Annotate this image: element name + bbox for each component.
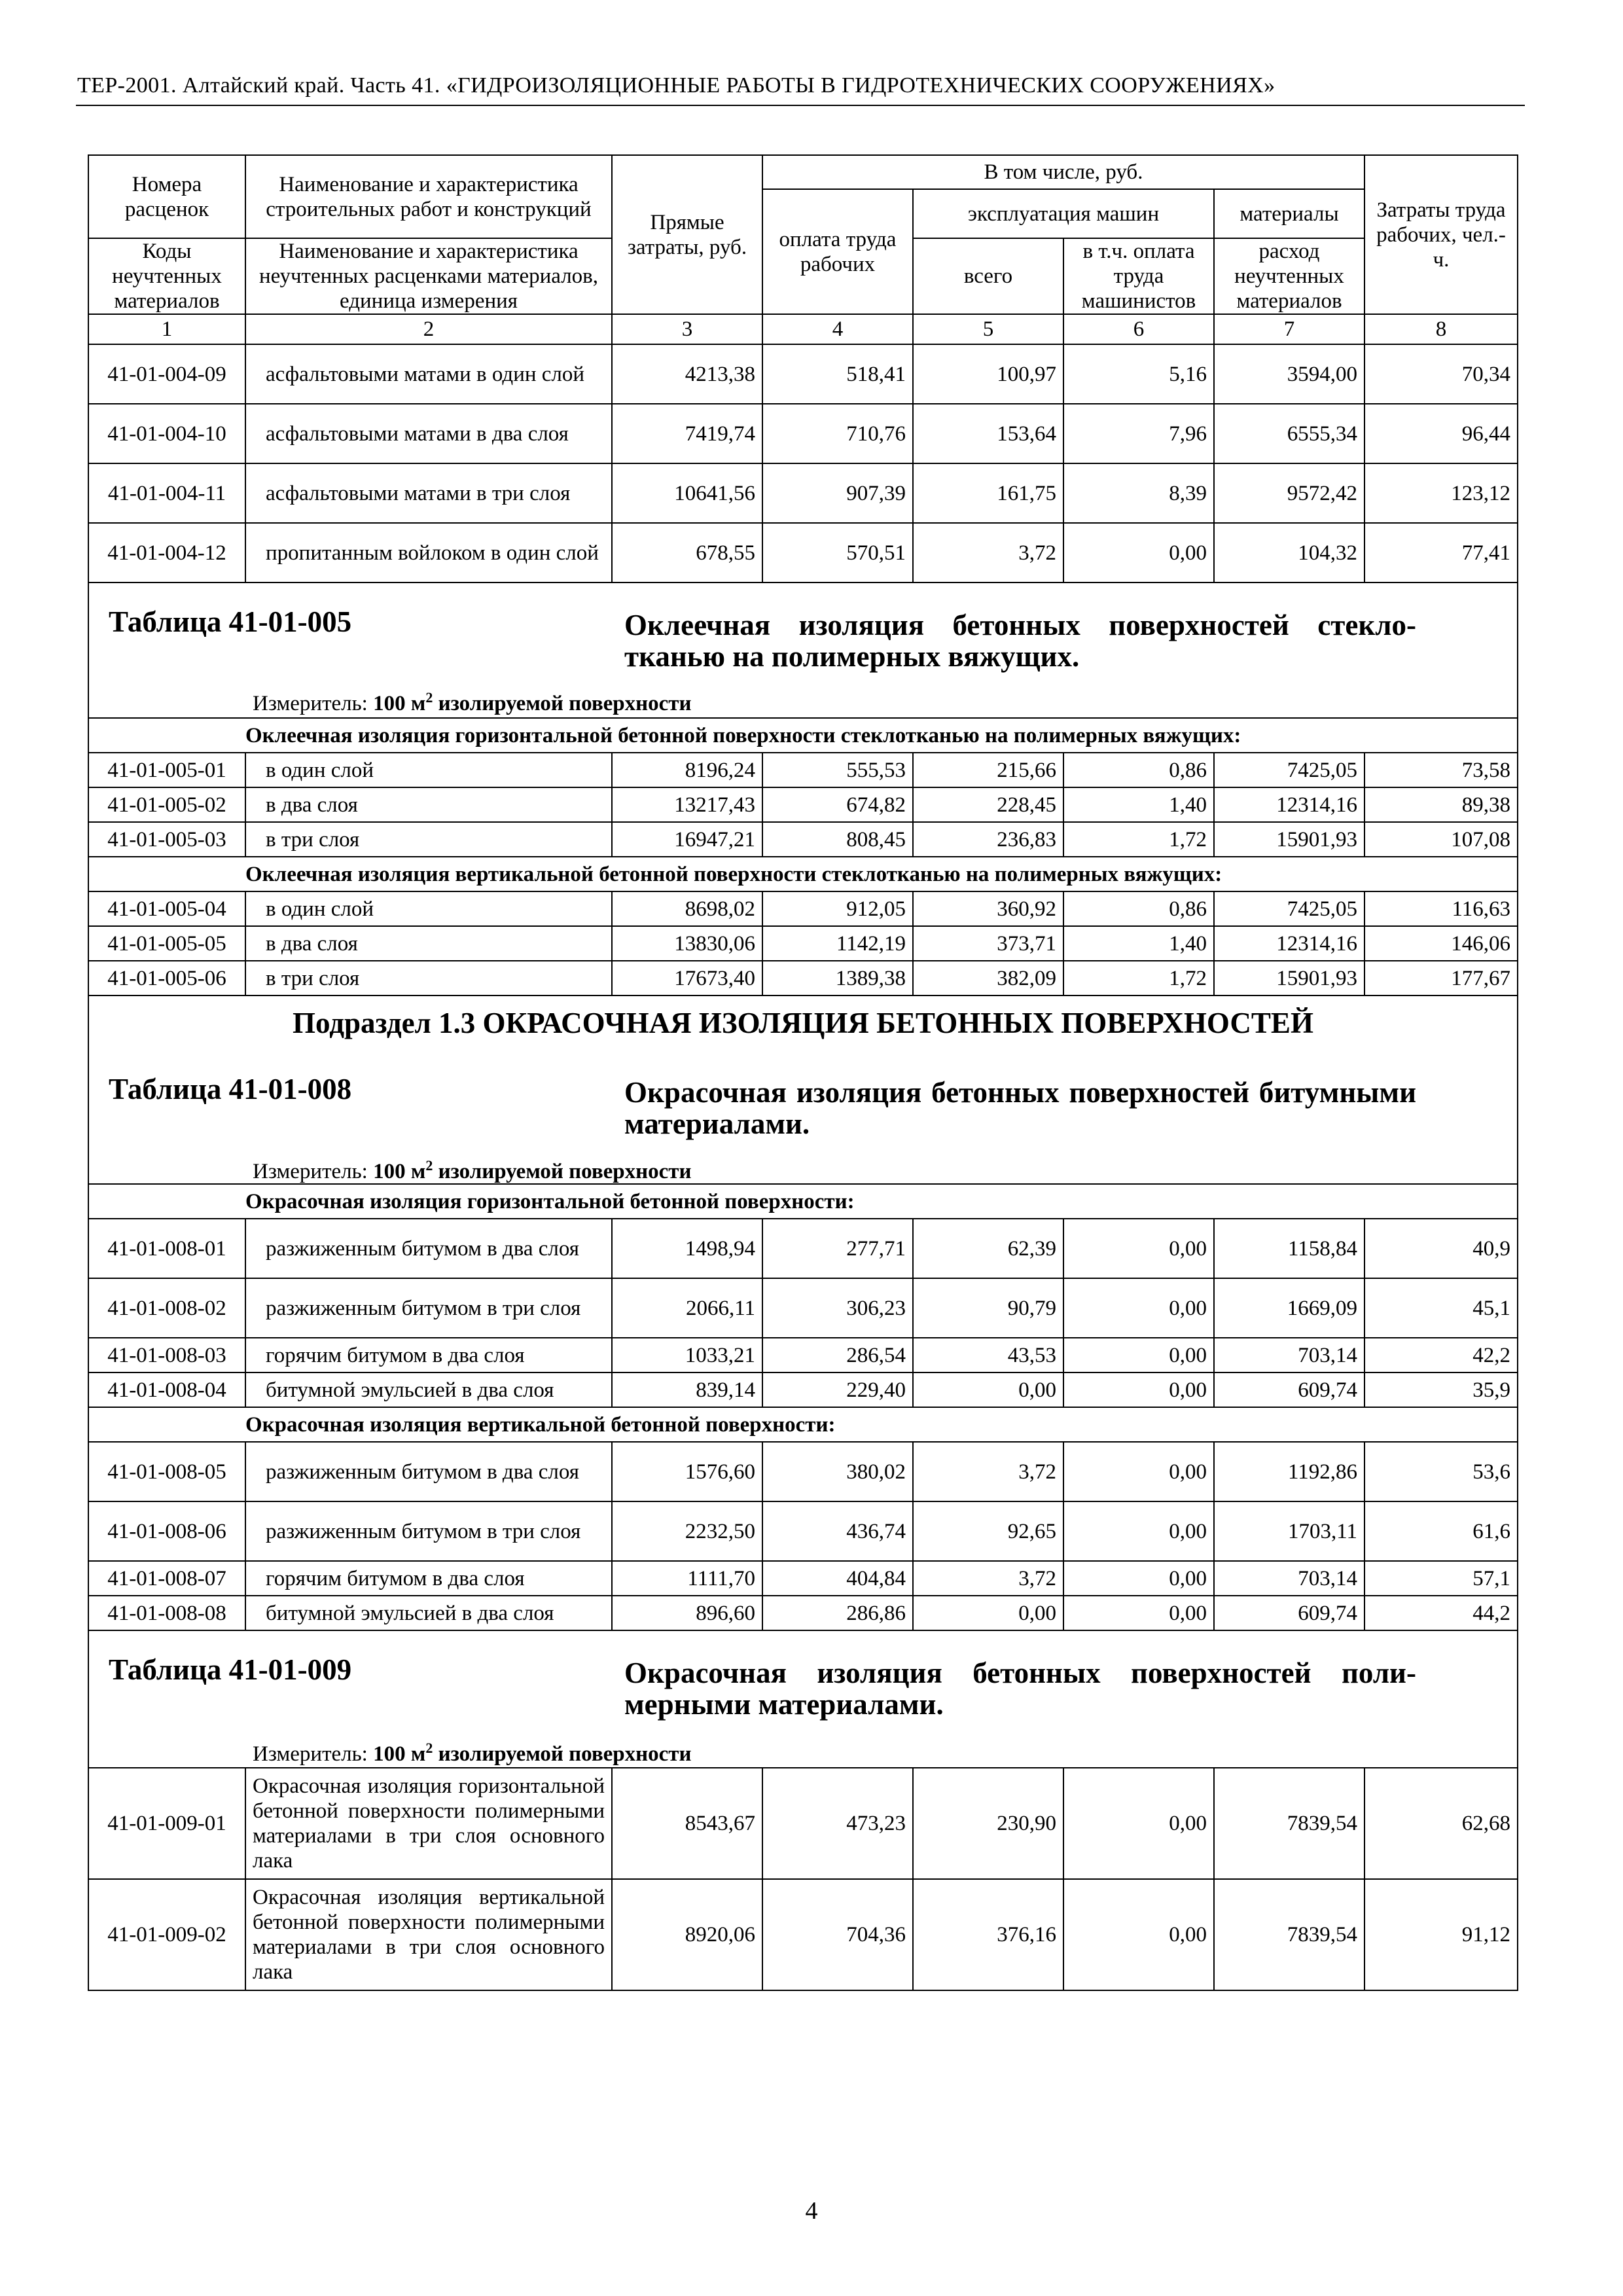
- labor-cost-cell: 44,2: [1364, 1596, 1518, 1630]
- worker-pay-cell: 570,51: [762, 523, 913, 583]
- machine-total-cell: 373,71: [913, 926, 1063, 961]
- machinist-pay-cell: 0,00: [1063, 1501, 1214, 1561]
- direct-costs-cell: 16947,21: [612, 822, 762, 857]
- labor-cost-cell: 146,06: [1364, 926, 1518, 961]
- rate-code: 41-01-004-09: [88, 344, 245, 404]
- work-description: асфальтовыми матами в два слоя: [245, 404, 612, 463]
- work-description: разжиженным битумом в три слоя: [245, 1278, 612, 1338]
- materials-cost-cell: 7839,54: [1214, 1879, 1364, 1990]
- worker-pay-cell: 436,74: [762, 1501, 913, 1561]
- table-row: [88, 1338, 1518, 1372]
- machinist-pay-cell: 0,00: [1063, 1561, 1214, 1596]
- machine-total-cell: 215,66: [913, 753, 1063, 787]
- col-work-name: Наименование и характеристика строительных работ и конструкций: [245, 155, 612, 238]
- table-row: [88, 1596, 1518, 1630]
- machinist-pay-cell: 1,40: [1063, 926, 1214, 961]
- direct-costs-cell: 1498,94: [612, 1219, 762, 1278]
- materials-cost-cell: 104,32: [1214, 523, 1364, 583]
- measurer: Измеритель: 100 $м^2$ изолируемой поверхности: [253, 689, 692, 715]
- machinist-pay-cell: 0,00: [1063, 1278, 1214, 1338]
- worker-pay-cell: 286,54: [762, 1338, 913, 1372]
- materials-cost-cell: 15901,93: [1214, 822, 1364, 857]
- work-description: горячим битумом в два слоя: [245, 1561, 612, 1596]
- materials-cost-cell: 609,74: [1214, 1372, 1364, 1407]
- materials-cost-cell: 7839,54: [1214, 1768, 1364, 1879]
- work-description: в один слой: [245, 891, 612, 926]
- direct-costs-cell: 17673,40: [612, 961, 762, 996]
- group-heading: Окрасочная изоляция горизонтальной бетонной поверхности:: [88, 1184, 1518, 1219]
- rate-code: 41-01-008-08: [88, 1596, 245, 1630]
- table-row: [88, 404, 1518, 463]
- work-description: Окрасочная изоляция горизонтальной бетонной поверхности полимерными материалами в три слоя основного лака: [245, 1768, 612, 1879]
- measurer: Измеритель: 100 $м^2$ изолируемой поверхности: [253, 1740, 692, 1766]
- column-number: 2: [245, 314, 612, 344]
- machinist-pay-cell: 0,00: [1063, 1372, 1214, 1407]
- materials-cost-cell: 12314,16: [1214, 787, 1364, 822]
- worker-pay-cell: 473,23: [762, 1768, 913, 1879]
- worker-pay-cell: 229,40: [762, 1372, 913, 1407]
- col-including: В том числе, руб.: [762, 155, 1364, 189]
- table-row: [88, 1501, 1518, 1561]
- col-unaccounted-materials: расход неучтенных материалов: [1214, 238, 1364, 314]
- work-description: асфальтовыми матами в три слоя: [245, 463, 612, 523]
- work-description: Окрасочная изоляция вертикальной бетонной поверхности полимерными материалами в три слоя основного лака: [245, 1879, 612, 1990]
- work-description: разжиженным битумом в два слоя: [245, 1442, 612, 1501]
- machinist-pay-cell: 8,39: [1063, 463, 1214, 523]
- column-numbers-row: [88, 314, 1518, 344]
- machine-total-cell: 100,97: [913, 344, 1063, 404]
- rate-code: 41-01-005-04: [88, 891, 245, 926]
- header-rule: [76, 105, 1525, 106]
- machinist-pay-cell: 0,00: [1063, 1879, 1214, 1990]
- direct-costs-cell: 13217,43: [612, 787, 762, 822]
- worker-pay-cell: 1389,38: [762, 961, 913, 996]
- table-title: Окрасочная изоляция бетонных поверхностей битумными материалами.: [624, 1076, 1416, 1140]
- materials-cost-cell: 1158,84: [1214, 1219, 1364, 1278]
- labor-cost-cell: 96,44: [1364, 404, 1518, 463]
- table-row: [88, 961, 1518, 996]
- table-title: Окрасочная изоляция бетонных поверхностей полимерными материалами.: [624, 1657, 1416, 1721]
- work-description: битумной эмульсией в два слоя: [245, 1596, 612, 1630]
- rate-code: 41-01-005-06: [88, 961, 245, 996]
- machine-total-cell: 382,09: [913, 961, 1063, 996]
- labor-cost-cell: 40,9: [1364, 1219, 1518, 1278]
- table-row: [88, 753, 1518, 787]
- rate-code: 41-01-005-03: [88, 822, 245, 857]
- machine-total-cell: 376,16: [913, 1879, 1063, 1990]
- materials-cost-cell: 9572,42: [1214, 463, 1364, 523]
- materials-cost-cell: 1703,11: [1214, 1501, 1364, 1561]
- table-row: [88, 463, 1518, 523]
- table-row: [88, 344, 1518, 404]
- machine-total-cell: 62,39: [913, 1219, 1063, 1278]
- col-worker-pay: оплата труда рабочих: [762, 189, 913, 314]
- column-number: 4: [762, 314, 913, 344]
- machinist-pay-cell: 1,72: [1063, 822, 1214, 857]
- running-title: ТЕР-2001. Алтайский край. Часть 41. «ГИДРОИЗОЛЯЦИОННЫЕ РАБОТЫ В ГИДРОТЕХНИЧЕСКИХ СООРУЖЕНИЯХ»: [77, 73, 1275, 98]
- price-table: [88, 154, 1518, 1991]
- table-label: Таблица 41-01-005: [109, 605, 352, 638]
- group-heading: Оклеечная изоляция вертикальной бетонной поверхности стеклотканью на полимерных вяжущих:: [88, 857, 1518, 891]
- col-materials: материалы: [1214, 189, 1364, 238]
- machinist-pay-cell: 5,16: [1063, 344, 1214, 404]
- direct-costs-cell: 1111,70: [612, 1561, 762, 1596]
- group-heading: Оклеечная изоляция горизонтальной бетонной поверхности стеклотканью на полимерных вяжущих:: [88, 718, 1518, 753]
- machine-total-cell: 43,53: [913, 1338, 1063, 1372]
- materials-cost-cell: 7425,05: [1214, 891, 1364, 926]
- work-description: горячим битумом в два слоя: [245, 1338, 612, 1372]
- worker-pay-cell: 518,41: [762, 344, 913, 404]
- labor-cost-cell: 89,38: [1364, 787, 1518, 822]
- rate-code: 41-01-005-02: [88, 787, 245, 822]
- machine-total-cell: 153,64: [913, 404, 1063, 463]
- worker-pay-cell: 380,02: [762, 1442, 913, 1501]
- table-row: [88, 1561, 1518, 1596]
- machine-total-cell: 236,83: [913, 822, 1063, 857]
- machine-total-cell: 3,72: [913, 1561, 1063, 1596]
- table-row: [88, 822, 1518, 857]
- column-number: 3: [612, 314, 762, 344]
- rate-code: 41-01-008-07: [88, 1561, 245, 1596]
- materials-cost-cell: 7425,05: [1214, 753, 1364, 787]
- direct-costs-cell: 896,60: [612, 1596, 762, 1630]
- machine-total-cell: 3,72: [913, 523, 1063, 583]
- direct-costs-cell: 8196,24: [612, 753, 762, 787]
- table-row: [88, 926, 1518, 961]
- col-material-names: Наименование и характеристика неучтенных расценками материалов, единица измерения: [245, 238, 612, 314]
- direct-costs-cell: 8920,06: [612, 1879, 762, 1990]
- labor-cost-cell: 73,58: [1364, 753, 1518, 787]
- worker-pay-cell: 907,39: [762, 463, 913, 523]
- worker-pay-cell: 808,45: [762, 822, 913, 857]
- group-heading: Окрасочная изоляция вертикальной бетонной поверхности:: [88, 1407, 1518, 1442]
- direct-costs-cell: 13830,06: [612, 926, 762, 961]
- machine-total-cell: 0,00: [913, 1596, 1063, 1630]
- worker-pay-cell: 277,71: [762, 1219, 913, 1278]
- labor-cost-cell: 91,12: [1364, 1879, 1518, 1990]
- materials-cost-cell: 12314,16: [1214, 926, 1364, 961]
- rate-code: 41-01-008-06: [88, 1501, 245, 1561]
- machine-total-cell: 0,00: [913, 1372, 1063, 1407]
- worker-pay-cell: 306,23: [762, 1278, 913, 1338]
- labor-cost-cell: 116,63: [1364, 891, 1518, 926]
- table-row: [88, 1278, 1518, 1338]
- machinist-pay-cell: 0,00: [1063, 1596, 1214, 1630]
- direct-costs-cell: 10641,56: [612, 463, 762, 523]
- col-direct-costs: Прямые затраты, руб.: [612, 155, 762, 314]
- header-row-1: [88, 155, 1518, 189]
- machine-total-cell: 228,45: [913, 787, 1063, 822]
- column-number: 1: [88, 314, 245, 344]
- table-row: [88, 1879, 1518, 1990]
- column-number: 8: [1364, 314, 1518, 344]
- materials-cost-cell: 609,74: [1214, 1596, 1364, 1630]
- labor-cost-cell: 177,67: [1364, 961, 1518, 996]
- machine-total-cell: 90,79: [913, 1278, 1063, 1338]
- work-description: в три слоя: [245, 961, 612, 996]
- worker-pay-cell: 674,82: [762, 787, 913, 822]
- work-description: битумной эмульсией в два слоя: [245, 1372, 612, 1407]
- direct-costs-cell: 2232,50: [612, 1501, 762, 1561]
- worker-pay-cell: 404,84: [762, 1561, 913, 1596]
- col-labor: Затраты труда рабочих, чел.-ч.: [1364, 155, 1518, 314]
- rate-code: 41-01-008-01: [88, 1219, 245, 1278]
- col-machinist-pay: в т.ч. оплата труда машинистов: [1063, 238, 1214, 314]
- col-total: всего: [913, 238, 1063, 314]
- machinist-pay-cell: 0,00: [1063, 1768, 1214, 1879]
- machine-total-cell: 3,72: [913, 1442, 1063, 1501]
- rate-code: 41-01-005-05: [88, 926, 245, 961]
- rate-code: 41-01-008-04: [88, 1372, 245, 1407]
- materials-cost-cell: 1669,09: [1214, 1278, 1364, 1338]
- direct-costs-cell: 7419,74: [612, 404, 762, 463]
- rate-code: 41-01-009-02: [88, 1879, 245, 1990]
- work-description: асфальтовыми матами в один слой: [245, 344, 612, 404]
- subsection-title: Подраздел 1.3 ОКРАСОЧНАЯ ИЗОЛЯЦИЯ БЕТОННЫХ ПОВЕРХНОСТЕЙ: [293, 1007, 1313, 1039]
- labor-cost-cell: 62,68: [1364, 1768, 1518, 1879]
- materials-cost-cell: 703,14: [1214, 1561, 1364, 1596]
- table-005-heading: [88, 583, 1518, 718]
- materials-cost-cell: 15901,93: [1214, 961, 1364, 996]
- labor-cost-cell: 77,41: [1364, 523, 1518, 583]
- direct-costs-cell: 1576,60: [612, 1442, 762, 1501]
- machinist-pay-cell: 0,00: [1063, 523, 1214, 583]
- machine-total-cell: 230,90: [913, 1768, 1063, 1879]
- table-row: [88, 1219, 1518, 1278]
- labor-cost-cell: 42,2: [1364, 1338, 1518, 1372]
- rate-code: 41-01-004-12: [88, 523, 245, 583]
- work-description: разжиженным битумом в три слоя: [245, 1501, 612, 1561]
- work-description: в три слоя: [245, 822, 612, 857]
- machinist-pay-cell: 1,72: [1063, 961, 1214, 996]
- worker-pay-cell: 555,53: [762, 753, 913, 787]
- machinist-pay-cell: 0,86: [1063, 891, 1214, 926]
- machine-total-cell: 161,75: [913, 463, 1063, 523]
- rate-code: 41-01-004-10: [88, 404, 245, 463]
- worker-pay-cell: 912,05: [762, 891, 913, 926]
- labor-cost-cell: 57,1: [1364, 1561, 1518, 1596]
- materials-cost-cell: 3594,00: [1214, 344, 1364, 404]
- rate-code: 41-01-004-11: [88, 463, 245, 523]
- materials-cost-cell: 6555,34: [1214, 404, 1364, 463]
- table-009-heading: [88, 1630, 1518, 1768]
- table-row: [88, 1372, 1518, 1407]
- table-row: [88, 1442, 1518, 1501]
- materials-cost-cell: 1192,86: [1214, 1442, 1364, 1501]
- worker-pay-cell: 710,76: [762, 404, 913, 463]
- machinist-pay-cell: 0,86: [1063, 753, 1214, 787]
- table-row: [88, 891, 1518, 926]
- table-row: [88, 523, 1518, 583]
- direct-costs-cell: 839,14: [612, 1372, 762, 1407]
- col-machine-operation: эксплуатация машин: [913, 189, 1214, 238]
- worker-pay-cell: 704,36: [762, 1879, 913, 1990]
- labor-cost-cell: 45,1: [1364, 1278, 1518, 1338]
- machine-total-cell: 92,65: [913, 1501, 1063, 1561]
- machinist-pay-cell: 1,40: [1063, 787, 1214, 822]
- rate-code: 41-01-009-01: [88, 1768, 245, 1879]
- direct-costs-cell: 8543,67: [612, 1768, 762, 1879]
- direct-costs-cell: 2066,11: [612, 1278, 762, 1338]
- direct-costs-cell: 8698,02: [612, 891, 762, 926]
- rate-code: 41-01-008-02: [88, 1278, 245, 1338]
- rate-code: 41-01-005-01: [88, 753, 245, 787]
- table-label: Таблица 41-01-009: [109, 1653, 352, 1686]
- column-number: 6: [1063, 314, 1214, 344]
- machinist-pay-cell: 7,96: [1063, 404, 1214, 463]
- direct-costs-cell: 678,55: [612, 523, 762, 583]
- table-row: [88, 1768, 1518, 1879]
- work-description: в два слоя: [245, 926, 612, 961]
- labor-cost-cell: 35,9: [1364, 1372, 1518, 1407]
- direct-costs-cell: 1033,21: [612, 1338, 762, 1372]
- materials-cost-cell: 703,14: [1214, 1338, 1364, 1372]
- column-number: 5: [913, 314, 1063, 344]
- labor-cost-cell: 70,34: [1364, 344, 1518, 404]
- column-number: 7: [1214, 314, 1364, 344]
- table-label: Таблица 41-01-008: [109, 1073, 352, 1105]
- rate-code: 41-01-008-03: [88, 1338, 245, 1372]
- work-description: в два слоя: [245, 787, 612, 822]
- labor-cost-cell: 123,12: [1364, 463, 1518, 523]
- machinist-pay-cell: 0,00: [1063, 1338, 1214, 1372]
- col-rate-numbers: Номера расценок: [88, 155, 245, 238]
- table-title: Оклеечная изоляция бетонных поверхностей стеклотканью на полимерных вяжущих.: [624, 609, 1416, 673]
- work-description: пропитанным войлоком в один слой: [245, 523, 612, 583]
- measurer: Измеритель: 100 $м^2$ изолируемой поверхности: [253, 1157, 692, 1183]
- direct-costs-cell: 4213,38: [612, 344, 762, 404]
- rate-code: 41-01-008-05: [88, 1442, 245, 1501]
- table-row: [88, 787, 1518, 822]
- labor-cost-cell: 61,6: [1364, 1501, 1518, 1561]
- worker-pay-cell: 286,86: [762, 1596, 913, 1630]
- worker-pay-cell: 1142,19: [762, 926, 913, 961]
- work-description: в один слой: [245, 753, 612, 787]
- table-008-heading: [88, 996, 1518, 1184]
- page-number: 4: [805, 2197, 818, 2225]
- labor-cost-cell: 53,6: [1364, 1442, 1518, 1501]
- labor-cost-cell: 107,08: [1364, 822, 1518, 857]
- work-description: разжиженным битумом в два слоя: [245, 1219, 612, 1278]
- machine-total-cell: 360,92: [913, 891, 1063, 926]
- machinist-pay-cell: 0,00: [1063, 1219, 1214, 1278]
- machinist-pay-cell: 0,00: [1063, 1442, 1214, 1501]
- col-material-codes: Коды неучтенных материалов: [88, 238, 245, 314]
